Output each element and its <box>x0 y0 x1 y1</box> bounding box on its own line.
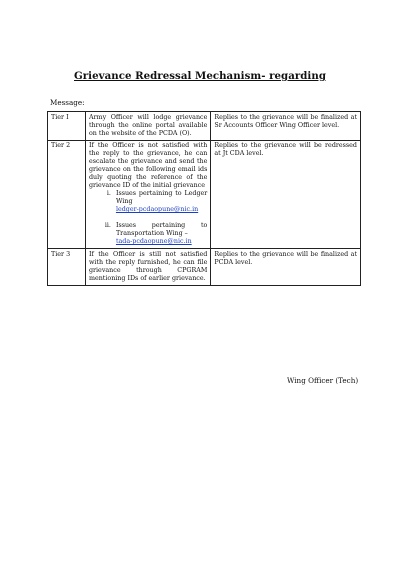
tier-reply-text: Replies to the grievance will be finalized at Sr Accounts Officer Wing Officer level. <box>211 112 361 141</box>
list-item <box>89 222 207 246</box>
tier-process-text: If the Officer is still not satisfied with the reply furnished, he can file grievance through CPGRAM mentioning IDs of earlier grievance. <box>85 249 210 286</box>
email-link-ledger[interactable]: ledger-pcdaopune@nic.in <box>115 206 199 213</box>
table-row-tier-3 <box>48 249 361 286</box>
tier-label: Tier 2 <box>48 140 86 249</box>
list-item-text: Issues pertaining to Ledger Wing <box>115 190 208 205</box>
tier-label: Tier 3 <box>48 249 86 286</box>
email-link-tada[interactable]: tada-pcdaopune@nic.in <box>115 238 192 245</box>
signature-block: Wing Officer (Tech) <box>287 376 359 385</box>
tier-process-text: Army Officer will lodge grievance through the online portal available on the website of the PCDA (O). <box>85 112 210 141</box>
table-row-tier-1 <box>48 112 361 141</box>
tier-label: Tier I <box>48 112 86 141</box>
list-item <box>89 190 207 214</box>
tier-reply-text: Replies to the grievance will be redressed at Jt CDA level. <box>211 140 361 249</box>
list-item-body <box>116 222 207 246</box>
email-list <box>89 190 207 246</box>
tier-reply-text: Replies to the grievance will be finalized at PCDA level. <box>211 249 361 286</box>
document-title: Grievance Redressal Mechanism- regarding <box>74 70 326 82</box>
list-item-text: Issues pertaining to Transportation Wing – <box>115 222 208 237</box>
list-item-number: ii. <box>104 222 111 229</box>
message-label: Message: <box>50 98 85 107</box>
tier-process-cell <box>85 140 210 249</box>
tier-process-text: If the Officer is not satisfied with the reply to the grievance, he can escalate the grievance and send the grievance on the following email ids duly quoting the reference of the grievance ID of the initial grievance <box>88 142 208 189</box>
grievance-tier-table <box>47 111 361 286</box>
list-item-number: i. <box>106 190 111 197</box>
list-item-body <box>116 190 207 214</box>
table-row-tier-2 <box>48 140 361 249</box>
list-spacer <box>89 214 207 222</box>
